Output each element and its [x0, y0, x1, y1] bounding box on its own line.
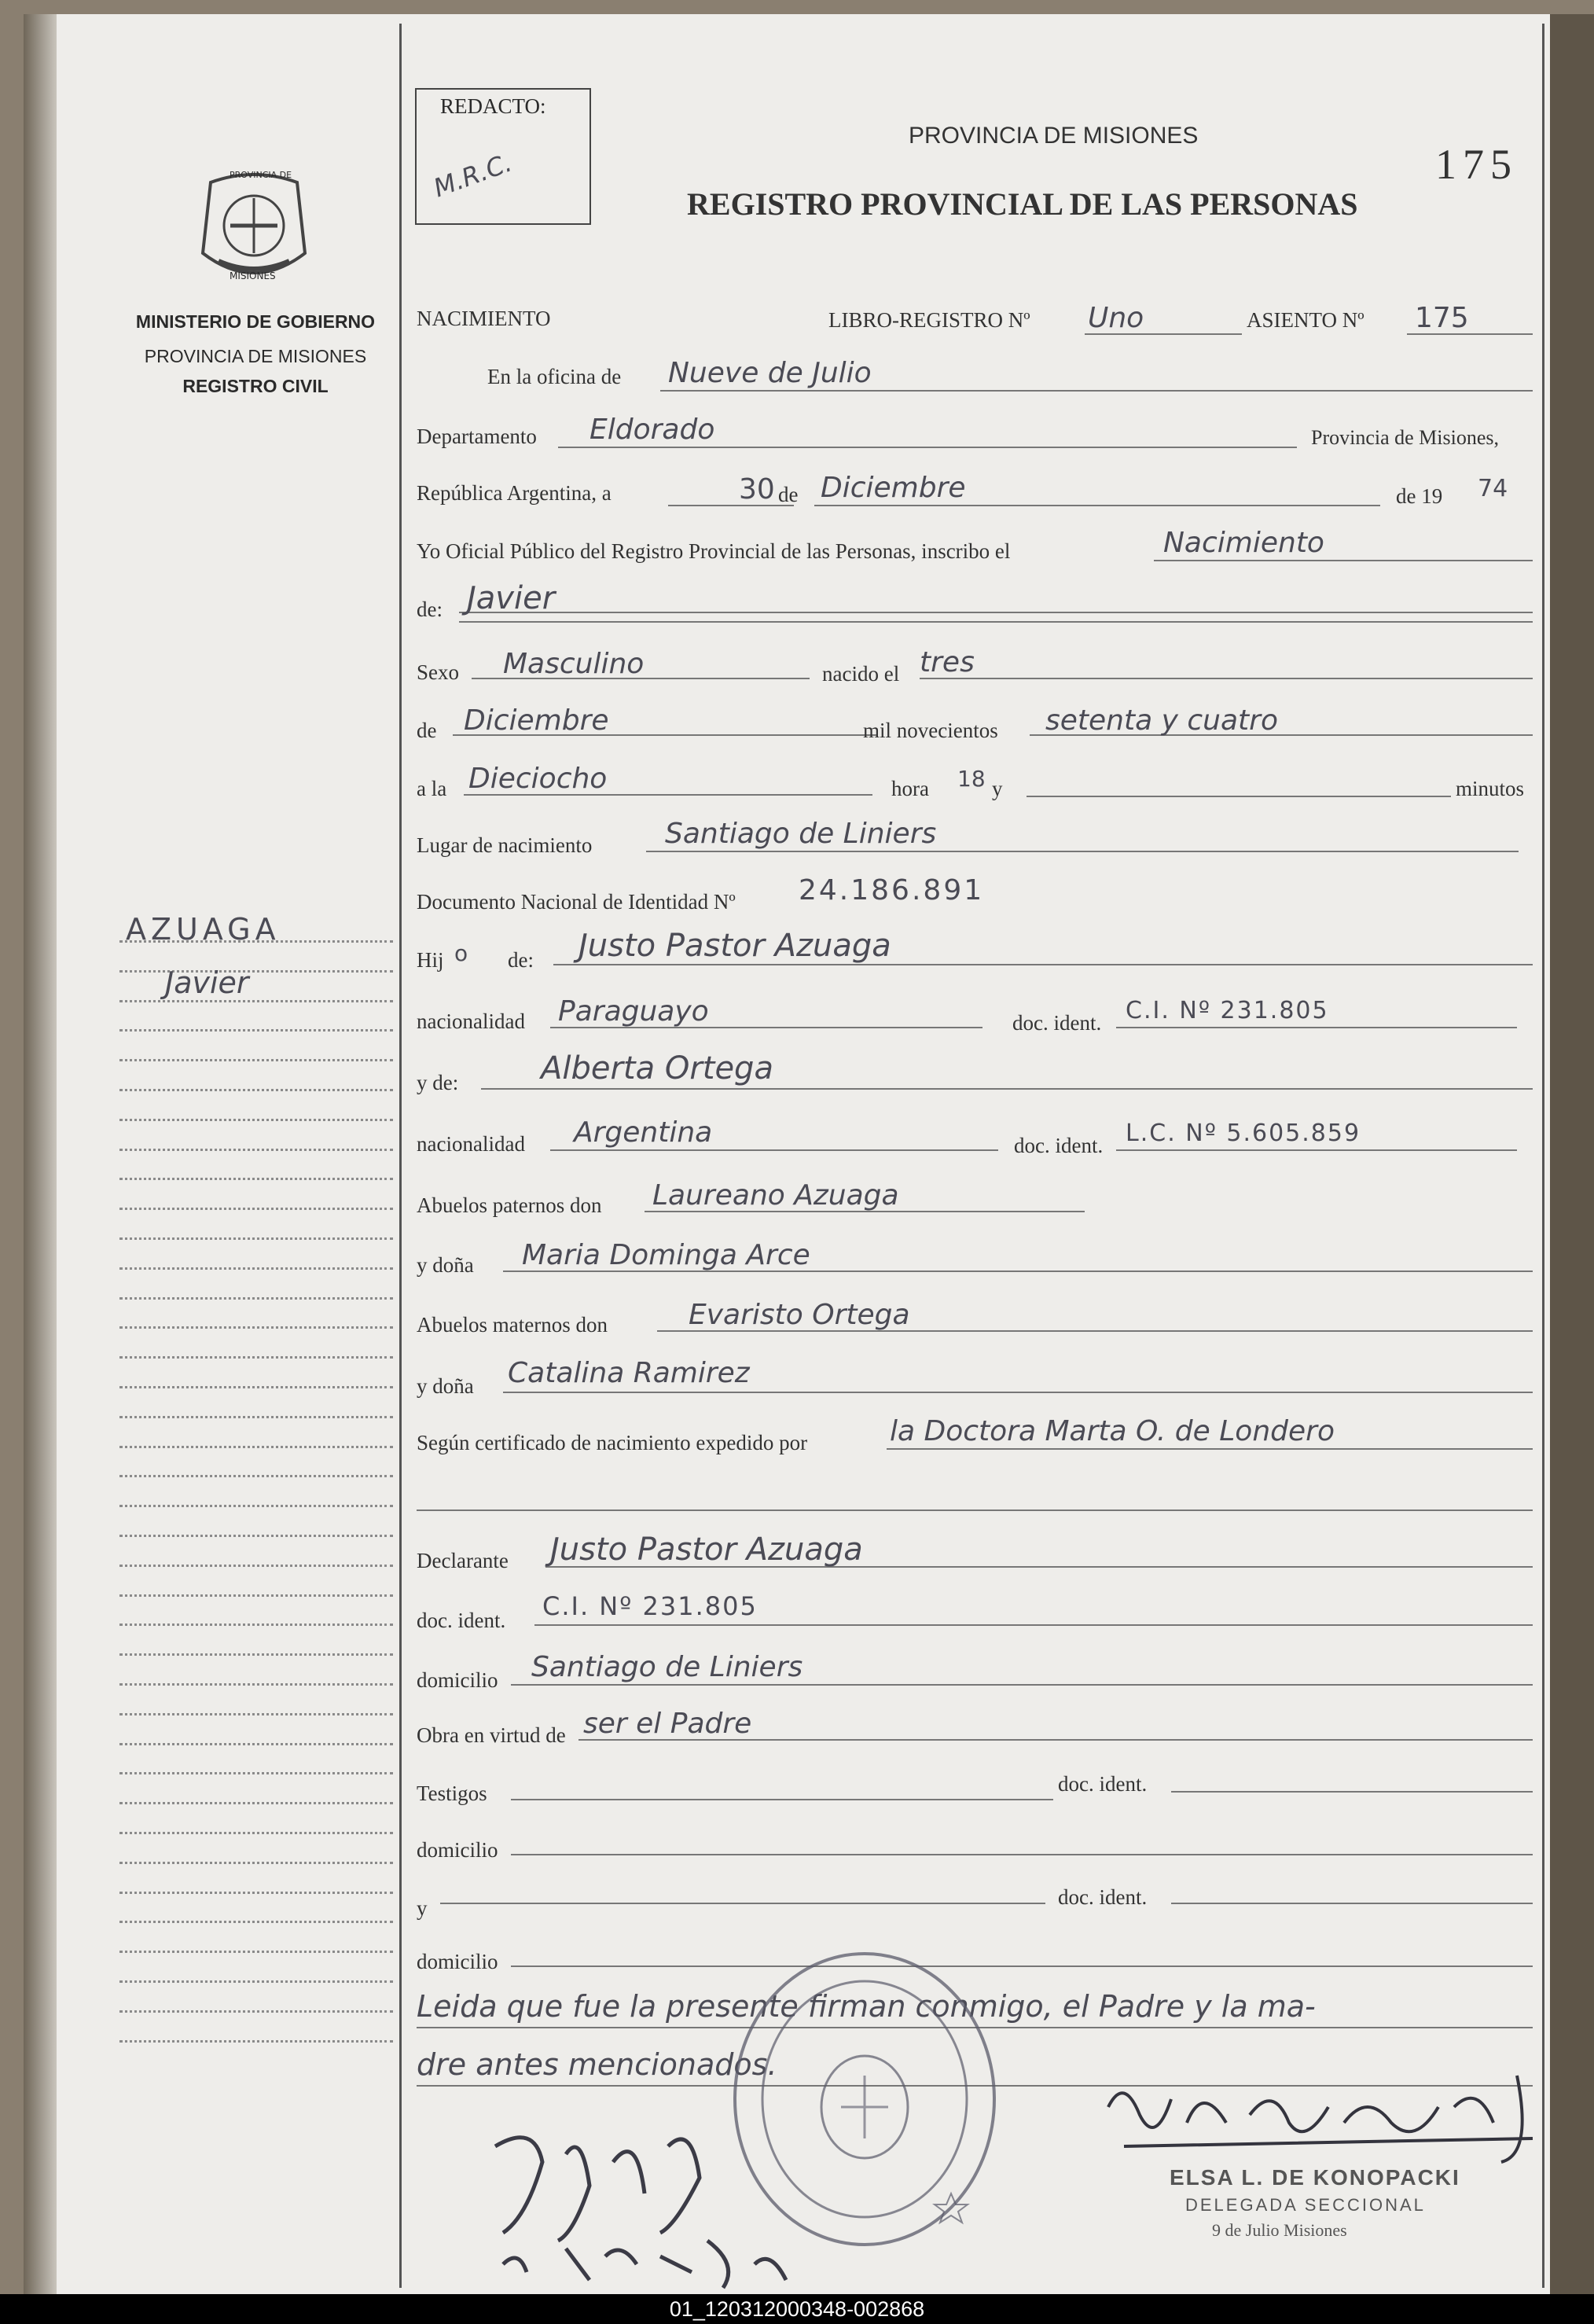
label-testigos: Testigos	[417, 1782, 487, 1805]
redacto-label: REDACTO:	[440, 94, 546, 118]
margin-rule-line	[119, 1802, 393, 1804]
oficina-line	[660, 390, 1533, 392]
test2-dom-line	[511, 1965, 1533, 1967]
label-lugar: Lugar de nacimiento	[417, 833, 593, 857]
declarante-dom-line	[511, 1684, 1533, 1686]
value-hora: 18	[957, 766, 986, 792]
margin-rule-line	[119, 1535, 393, 1537]
value-nombre: Javier	[467, 580, 556, 616]
label-de-dia: de	[778, 483, 799, 506]
value-dni: 24.186.891	[799, 874, 985, 906]
margin-rule-line	[119, 1743, 393, 1745]
test1-doc-line	[1171, 1791, 1533, 1793]
margin-rule-line	[119, 1089, 393, 1091]
margin-rule-line	[119, 1475, 393, 1477]
acto-line	[1154, 560, 1533, 561]
margin-rule-line	[119, 1892, 393, 1894]
label-nacido: nacido el	[822, 662, 900, 686]
value-oficina: Nueve de Julio	[668, 357, 872, 389]
departamento-line	[558, 447, 1297, 448]
certificado-line	[887, 1448, 1533, 1450]
footer-id: 01_120312000348-002868	[0, 2294, 1594, 2324]
label-abuelos-p: Abuelos paternos don	[417, 1193, 602, 1217]
label-ydona-p: y doña	[417, 1253, 474, 1277]
margin-rule-line	[119, 970, 393, 973]
label-de-year: de 19	[1396, 484, 1443, 508]
label-docident-test1: doc. ident.	[1058, 1772, 1148, 1796]
label-domicilio-decl: domicilio	[417, 1668, 498, 1692]
label-departamento: Departamento	[417, 425, 537, 448]
declarante-doc-line	[534, 1624, 1533, 1626]
testigos-line	[511, 1799, 1053, 1800]
ministry-line1: MINISTERIO DE GOBIERNO	[135, 311, 376, 332]
label-yde: y de:	[417, 1071, 459, 1094]
margin-rule-line	[119, 1683, 393, 1686]
label-libro: LIBRO-REGISTRO Nº	[828, 308, 1030, 332]
value-certificado: la Doctora Marta O. de Londero	[890, 1415, 1335, 1447]
signature-left-icon	[472, 2115, 817, 2293]
label-nac-padre: nacionalidad	[417, 1009, 525, 1033]
nombre-line-1	[459, 612, 1533, 613]
margin-rule-line	[119, 1059, 393, 1061]
margin-rule-line	[119, 1594, 393, 1597]
label-hora: hora	[891, 777, 929, 800]
label-dni: Documento Nacional de Identidad Nº	[417, 890, 736, 914]
margin-rule-line	[119, 1980, 393, 1983]
label-hijo-de: de:	[508, 948, 534, 972]
margin-rule-line	[119, 1862, 393, 1864]
margin-rule-line	[119, 1713, 393, 1715]
margin-rule	[399, 24, 402, 2288]
label-y-hora: y	[992, 777, 1003, 800]
value-hora-texto: Dieciocho	[468, 763, 608, 795]
label-provincia: Provincia de Misiones,	[1311, 426, 1500, 449]
value-libro: Uno	[1088, 302, 1144, 334]
value-anio: 74	[1478, 475, 1508, 502]
value-dia: 30	[739, 473, 775, 506]
label-yo: Yo Oficial Público del Registro Provincial de las Personas, inscribo el	[417, 539, 1011, 563]
label-docident-test2: doc. ident.	[1058, 1885, 1148, 1909]
value-nacido-mes: Diciembre	[464, 704, 609, 737]
lugar-line	[646, 851, 1519, 852]
label-asiento: ASIENTO Nº	[1247, 308, 1364, 332]
test2-line	[440, 1903, 1045, 1904]
stamp-place: 9 de Julio Misiones	[1212, 2220, 1347, 2240]
page-number: 175	[1435, 141, 1518, 188]
province-heading: PROVINCIA DE MISIONES	[909, 123, 1199, 149]
margin-rule-line	[119, 1356, 393, 1359]
margin-rule-line	[119, 1951, 393, 1953]
ministry-line3: REGISTRO CIVIL	[182, 376, 329, 396]
margin-rule-line	[119, 1921, 393, 1923]
value-lugar: Santiago de Liniers	[665, 818, 937, 850]
label-hijo: Hij	[417, 948, 444, 972]
label-oficina: En la oficina de	[487, 365, 622, 388]
redacto-initials: M.R.C.	[429, 147, 516, 204]
value-madre-nac: Argentina	[574, 1116, 713, 1149]
label-ala: a la	[417, 777, 447, 800]
seal-bottom-text: MISIONES	[230, 270, 276, 281]
label-abuelos-m: Abuelos maternos don	[417, 1313, 608, 1337]
margin-rule-line	[119, 1029, 393, 1031]
margin-rule-line	[119, 1416, 393, 1418]
closing-line-2: dre antes mencionados.	[417, 2047, 777, 2082]
label-de-nombre: de:	[417, 598, 443, 621]
value-obra: ser el Padre	[583, 1708, 752, 1740]
value-acto: Nacimiento	[1163, 527, 1324, 559]
value-madre: Alberta Ortega	[541, 1050, 773, 1087]
value-abuela-m: Catalina Ramirez	[508, 1357, 750, 1389]
stamp-role: DELEGADA SECCIONAL	[1185, 2195, 1426, 2215]
padre-line	[553, 964, 1533, 965]
margin-rule-line	[119, 1208, 393, 1210]
label-sexo: Sexo	[417, 660, 459, 684]
margin-rule-line	[119, 1237, 393, 1240]
label-obra: Obra en virtud de	[417, 1723, 566, 1747]
margin-rule-line	[119, 1267, 393, 1270]
label-domicilio-test1: domicilio	[417, 1838, 498, 1862]
margin-rule-line	[119, 1178, 393, 1180]
value-nacido-dia: tres	[920, 646, 975, 678]
value-sexo: Masculino	[503, 648, 645, 680]
label-mil: mil novecientos	[863, 719, 998, 742]
margin-name: Javier	[165, 965, 249, 1000]
value-abuelo-p: Laureano Azuaga	[652, 1179, 899, 1212]
abuela-m-line	[503, 1392, 1533, 1393]
label-y-test2: y	[417, 1896, 428, 1920]
value-padre: Justo Pastor Azuaga	[578, 928, 891, 964]
label-declarante: Declarante	[417, 1549, 509, 1572]
value-hijo-letra: o	[454, 940, 468, 966]
value-asiento: 175	[1415, 302, 1469, 334]
seal-top-text: PROVINCIA DE	[230, 170, 292, 180]
value-padre-doc: C.I. Nº 231.805	[1126, 997, 1329, 1024]
label-republica: República Argentina, a	[417, 481, 612, 505]
label-nacimiento: NACIMIENTO	[417, 307, 551, 330]
value-departamento: Eldorado	[589, 414, 715, 446]
value-abuelo-m: Evaristo Ortega	[689, 1299, 910, 1331]
nacido-line	[920, 678, 1533, 679]
margin-rule-line	[119, 1446, 393, 1448]
value-nacido-anio: setenta y cuatro	[1045, 704, 1278, 737]
label-segun: Según certificado de nacimiento expedido por	[417, 1431, 808, 1454]
signature-right-icon	[1093, 2060, 1556, 2170]
binding-shadow	[24, 14, 57, 2294]
label-domicilio-test2: domicilio	[417, 1950, 498, 1973]
value-declarante-dom: Santiago de Liniers	[531, 1651, 803, 1683]
label-nac-madre: nacionalidad	[417, 1132, 525, 1156]
label-docident-decl: doc. ident.	[417, 1609, 506, 1632]
minutos-line	[1027, 796, 1451, 797]
margin-rule-line	[119, 1565, 393, 1567]
margin-rule-line	[119, 1326, 393, 1329]
value-mes: Diciembre	[821, 472, 966, 504]
margin-rule-line	[119, 1623, 393, 1626]
margin-rule-line	[119, 1119, 393, 1121]
margin-rule-line	[119, 1772, 393, 1774]
value-declarante-doc: C.I. Nº 231.805	[542, 1591, 758, 1621]
margin-rule-line	[119, 1297, 393, 1300]
test1-dom-line	[511, 1854, 1533, 1855]
madre-line	[481, 1088, 1533, 1090]
right-rule	[1542, 24, 1544, 2288]
margin-rule-line	[119, 2040, 393, 2043]
value-abuela-p: Maria Dominga Arce	[522, 1239, 810, 1271]
redacto-box	[415, 88, 591, 225]
margin-rule-line	[119, 1386, 393, 1388]
margin-surname: AZUAGA	[126, 912, 281, 947]
value-declarante: Justo Pastor Azuaga	[550, 1532, 863, 1568]
certificado-line-2	[417, 1509, 1533, 1511]
dia-line	[668, 505, 794, 506]
margin-rule-line	[119, 1149, 393, 1151]
margin-rule-line	[119, 1000, 393, 1002]
mes-line	[814, 505, 1380, 506]
closing-line-1: Leida que fue la presente firman conmigo, el Padre y la ma-	[417, 1989, 1316, 2024]
madre-doc-line	[1116, 1149, 1517, 1151]
stamp-name: ELSA L. DE KONOPACKI	[1170, 2165, 1460, 2190]
padre-doc-line	[1116, 1027, 1517, 1028]
registry-title: REGISTRO PROVINCIAL DE LAS PERSONAS	[687, 186, 1358, 222]
label-doc-madre: doc. ident.	[1014, 1134, 1104, 1157]
value-madre-doc: L.C. Nº 5.605.859	[1126, 1120, 1361, 1147]
label-ydona-m: y doña	[417, 1374, 474, 1398]
value-padre-nac: Paraguayo	[558, 995, 709, 1028]
label-de-mes: de	[417, 719, 437, 742]
margin-rule-line	[119, 2010, 393, 2013]
page-edge	[1550, 14, 1594, 2294]
margin-rule-line	[119, 1653, 393, 1656]
test2-doc-line	[1171, 1903, 1533, 1904]
margin-rule-line	[119, 1832, 393, 1834]
madre-nac-line	[550, 1149, 998, 1151]
nombre-line-2	[459, 621, 1533, 623]
label-doc-padre: doc. ident.	[1012, 1011, 1102, 1035]
margin-rule-line	[119, 1505, 393, 1507]
ministry-line2: PROVINCIA DE MISIONES	[144, 346, 367, 366]
label-minutos: minutos	[1456, 777, 1525, 800]
